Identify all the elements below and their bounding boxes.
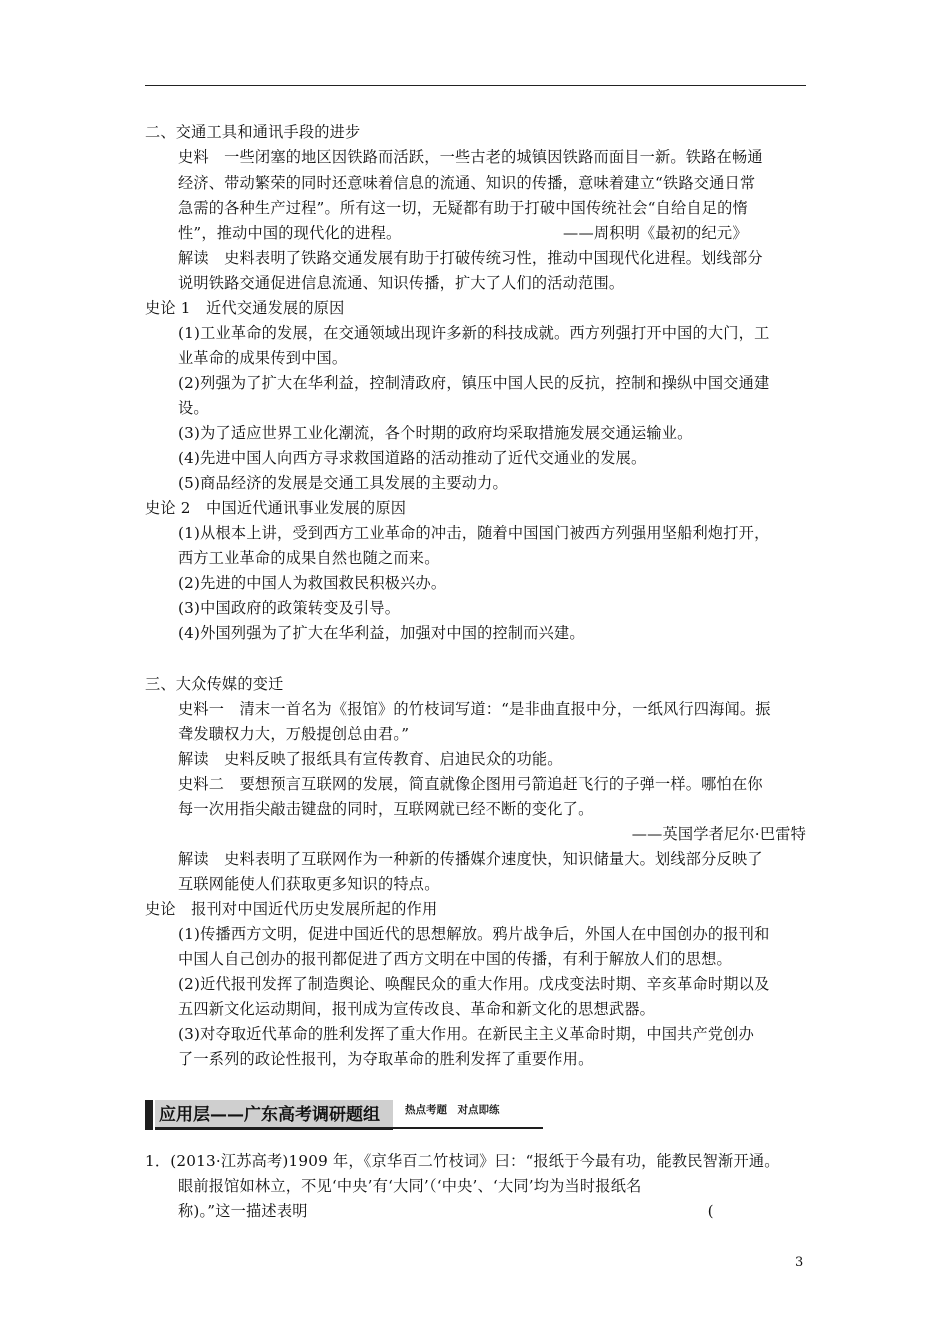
section3-source2-line: 史料二 要想预言互联网的发展，简直就像企图用弓箭追赶飞行的子弹一样。哪怕在你 (178, 775, 763, 793)
question-line: 1．(2013·江苏高考)1909 年，《京华百二竹枝词》曰：“报纸于今最有功，能教民智渐开通。 (145, 1152, 780, 1170)
thesis2-item: (4)外国列强为了扩大在华利益，加强对中国的控制而兴建。 (178, 624, 585, 642)
section2-source-line: 性”，推动中国的现代化的进程。 ——周积明《最初的纪元》 (178, 224, 748, 242)
banner-accent-bar (145, 1100, 153, 1130)
thesis2-item: (1)从根本上讲，受到西方工业革命的冲击，随着中国国门被西方列强用坚船利炮打开， (178, 524, 770, 542)
thesis2-item: (2)先进的中国人为救国救民积极兴办。 (178, 574, 447, 592)
section2-heading: 二、交通工具和通讯手段的进步 (145, 123, 361, 141)
thesis1-item: (3)为了适应世界工业化潮流，各个时期的政府均采取措施发展交通运输业。 (178, 424, 693, 442)
page-number: 3 (795, 1255, 804, 1270)
banner-underline (393, 1127, 543, 1129)
header-rule (145, 85, 806, 86)
section3-thesis-item: 了一系列的政论性报刊，为夺取革命的胜利发挥了重要作用。 (178, 1050, 594, 1068)
banner-tag: 热点考题 对点即练 (405, 1104, 500, 1116)
section3-source1-line: 史料一 清末一首名为《报馆》的竹枝词写道：“是非曲直报中分，一纸风行四海闻。振 (178, 700, 771, 718)
section2-reading-line: 解读 史料表明了铁路交通发展有助于打破传统习性，推动中国现代化进程。划线部分 (178, 249, 763, 267)
section3-reading2-line: 互联网能使人们获取更多知识的特点。 (178, 875, 440, 893)
section2-source-line: 经济、带动繁荣的同时还意味着信息的流通、知识的传播，意味着建立“铁路交通日常 (178, 174, 756, 192)
section3-thesis-item: (2)近代报刊发挥了制造舆论、唤醒民众的重大作用。戊戌变法时期、辛亥革命时期以及 (178, 975, 770, 993)
section3-reading1: 解读 史料反映了报纸具有宣传教育、启迪民众的功能。 (178, 750, 563, 768)
thesis1-item: (2)列强为了扩大在华利益，控制清政府，镇压中国人民的反抗，控制和操纵中国交通建 (178, 374, 770, 392)
section3-reading2-line: 解读 史料表明了互联网作为一种新的传播媒介速度快，知识储量大。划线部分反映了 (178, 850, 763, 868)
section3-source2-line: 每一次用指尖敲击键盘的同时，互联网就已经不断的变化了。 (178, 800, 594, 818)
section3-thesis-item: 五四新文化运动期间，报刊成为宣传改良、革命和新文化的思想武器。 (178, 1000, 656, 1018)
section2-source-line: 急需的各种生产过程”。所有这一切，无疑都有助于打破中国传统社会“自给自足的惰 (178, 199, 748, 217)
thesis1-item: 业革命的成果传到中国。 (178, 349, 348, 367)
section3-source2-attribution: ——英国学者尼尔·巴雷特 (631, 825, 806, 843)
thesis2-item: 西方工业革命的成果自然也随之而来。 (178, 549, 440, 567)
question-line: 眼前报馆如林立，不见‘中央’有‘大同’（‘中央’、‘大同’均为当时报纸名 (178, 1177, 642, 1195)
section2-source-line: 史料 一些闭塞的地区因铁路而活跃，一些古老的城镇因铁路而面目一新。铁路在畅通 (178, 148, 763, 166)
thesis1-item: (5)商品经济的发展是交通工具发展的主要动力。 (178, 474, 508, 492)
section2-reading-line: 说明铁路交通促进信息流通、知识传播，扩大了人们的活动范围。 (178, 274, 625, 292)
section3-thesis-title: 史论 报刊对中国近代历史发展所起的作用 (145, 900, 438, 918)
section3-thesis-item: (1)传播西方文明，促进中国近代的思想解放。鸦片战争后，外国人在中国创办的报刊和 (178, 925, 770, 943)
question-line: 称)。”这一描述表明 ( (178, 1202, 714, 1220)
thesis2-item: (3)中国政府的政策转变及引导。 (178, 599, 401, 617)
thesis1-item: 设。 (178, 399, 209, 417)
section3-heading: 三、大众传媒的变迁 (145, 675, 284, 693)
thesis2-title: 史论 2 中国近代通讯事业发展的原因 (145, 499, 407, 517)
thesis1-title: 史论 1 近代交通发展的原因 (145, 299, 345, 317)
banner-title: 应用层——广东高考调研题组 (159, 1105, 380, 1125)
section-banner (145, 1100, 393, 1130)
thesis1-item: (4)先进中国人向西方寻求救国道路的活动推动了近代交通业的发展。 (178, 449, 647, 467)
thesis1-item: (1)工业革命的发展，在交通领域出现许多新的科技成就。西方列强打开中国的大门，工 (178, 324, 770, 342)
section3-thesis-item: 中国人自己创办的报刊都促进了西方文明在中国的传播，有利于解放人们的思想。 (178, 950, 732, 968)
section3-thesis-item: (3)对夺取近代革命的胜利发挥了重大作用。在新民主主义革命时期，中国共产党创办 (178, 1025, 755, 1043)
section3-source1-line: 聋发聩权力大，万般提创总由君。” (178, 725, 410, 743)
